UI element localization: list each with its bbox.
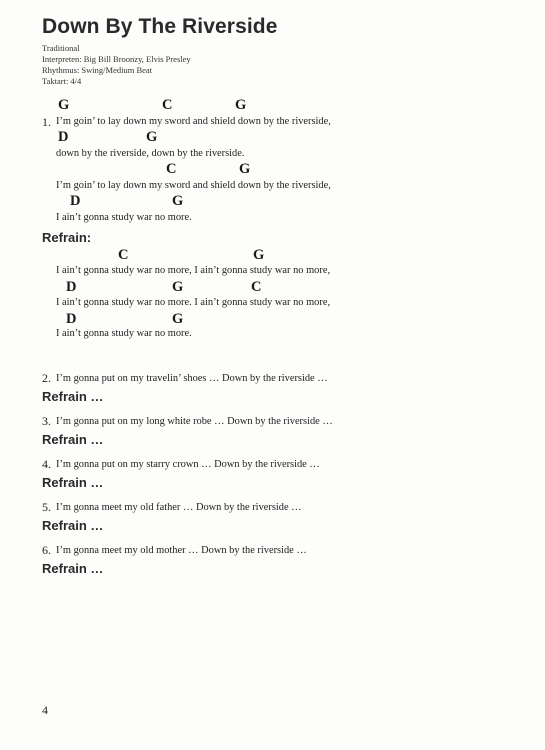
meta-rhythm: Rhythmus: Swing/Medium Beat	[42, 65, 153, 75]
page-number: 4	[42, 703, 48, 717]
lyric-line: I’m gonna put on my starry crown … Down by the riverside …	[56, 459, 320, 470]
chord: G	[172, 193, 184, 209]
lyric-line: I’m gonna meet my old father … Down by the riverside …	[56, 502, 302, 513]
lyric-line: I’m goin’ to lay down my sword and shield down by the riverside,	[56, 116, 331, 127]
verse-number: 6.	[42, 543, 51, 557]
chord: C	[162, 97, 173, 113]
verse-number: 3.	[42, 414, 51, 428]
lyric-line: I ain’t gonna study war no more. I ain’t gonna study war no more,	[56, 297, 331, 308]
chord: D	[58, 129, 69, 145]
chord: G	[58, 97, 70, 113]
lyric-line: I’m gonna meet my old mother … Down by the riverside …	[56, 545, 307, 556]
chord: C	[251, 279, 262, 295]
lyric-line: I ain’t gonna study war no more.	[56, 212, 192, 223]
verse-number: 5.	[42, 500, 51, 514]
lyric-line: I’m goin’ to lay down my sword and shield down by the riverside,	[56, 180, 331, 191]
song-title: Down By The Riverside	[42, 15, 278, 38]
lyric-line: down by the riverside, down by the riverside.	[56, 148, 245, 159]
verse-number: 4.	[42, 457, 51, 471]
lyric-line: I’m gonna put on my long white robe … Down by the riverside …	[56, 416, 333, 427]
verse-number: 2.	[42, 371, 51, 385]
meta-interpreters: Interpreten: Big Bill Broonzy, Elvis Presley	[42, 54, 191, 64]
chord: C	[166, 161, 177, 177]
refrain-heading: Refrain …	[42, 389, 104, 404]
chord: D	[66, 279, 77, 295]
chord: G	[239, 161, 251, 177]
chord: G	[146, 129, 158, 145]
chord: G	[172, 311, 184, 327]
refrain-heading: Refrain …	[42, 432, 104, 447]
lyric-line: I ain’t gonna study war no more.	[56, 328, 192, 339]
lyric-line: I ain’t gonna study war no more, I ain’t gonna study war no more,	[56, 265, 331, 276]
chord: G	[235, 97, 247, 113]
refrain-heading: Refrain …	[42, 518, 104, 533]
meta-composer: Traditional	[42, 43, 80, 53]
lyric-line: I’m gonna put on my travelin’ shoes … Down by the riverside …	[56, 373, 328, 384]
verse-number: 1.	[42, 115, 51, 129]
chord: G	[172, 279, 184, 295]
refrain-heading: Refrain:	[42, 230, 92, 245]
refrain-heading: Refrain …	[42, 475, 104, 490]
chord: G	[253, 247, 265, 263]
chord: D	[66, 311, 77, 327]
chord: C	[118, 247, 129, 263]
chord: D	[70, 193, 81, 209]
refrain-heading: Refrain …	[42, 561, 104, 576]
meta-time-signature: Taktart: 4/4	[42, 76, 82, 86]
